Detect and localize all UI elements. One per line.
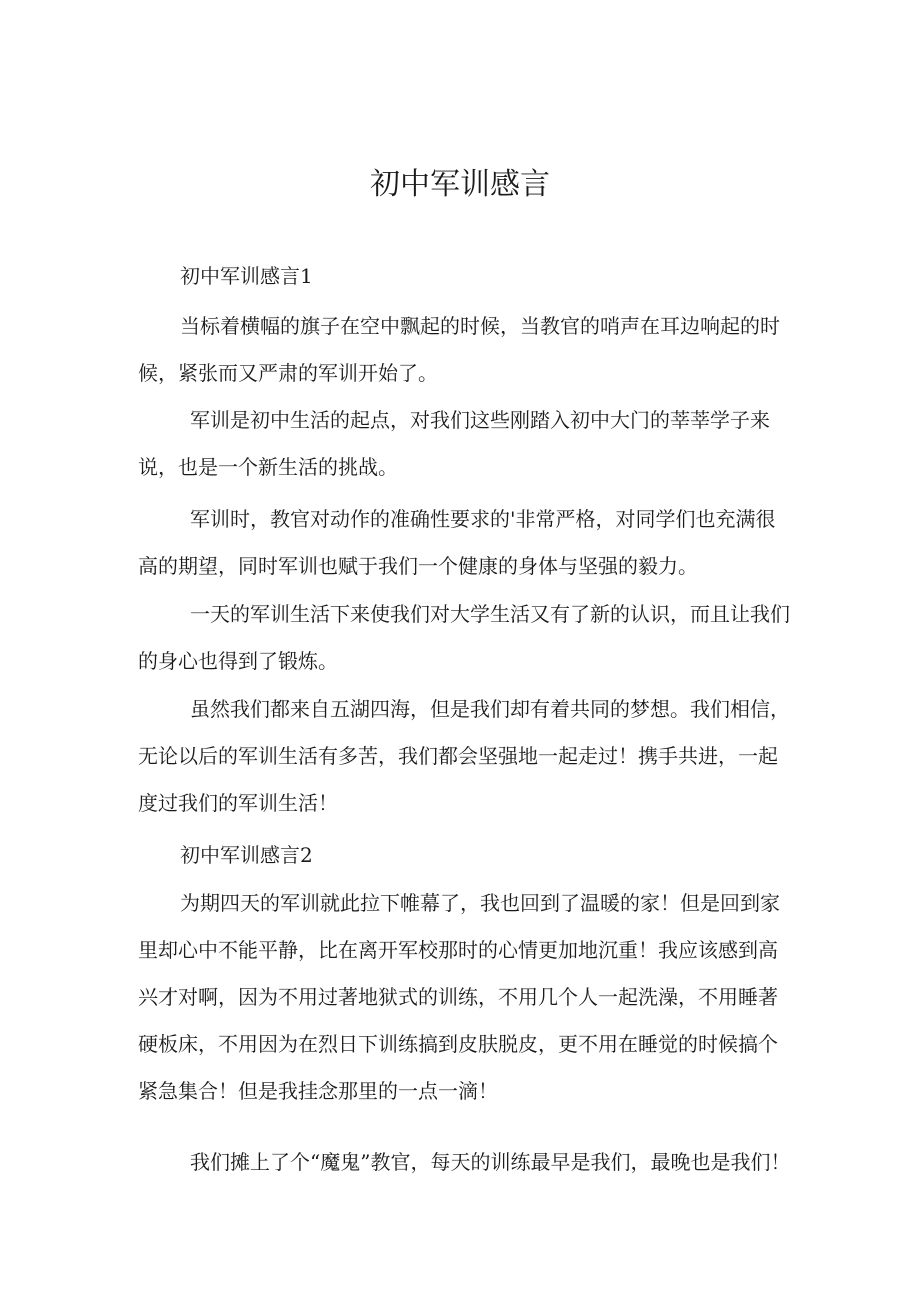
paragraph-1-2: 军训是初中生活的起点，对我们这些刚踏入初中大门的莘莘学子来说，也是一个新生活的挑战。	[138, 408, 770, 479]
page-title: 初中军训感言	[370, 167, 550, 202]
paragraph-2-1: 为期四天的军训就此拉下帷幕了，我也回到了温暖的家！但是回到家里却心中不能平静，比在离开军校那时的心情更加地沉重！我应该感到高兴才对啊，因为不用过著地狱式的训练，不用几个人一起洗澡，不用睡著硬板床，不用因为在烈日下训练搞到皮肤脱皮，更不用在睡觉的时候搞个紧急集合！但是我挂念那里的一点一滴！	[138, 891, 780, 1103]
paragraph-1-3: 军训时，教官对动作的准确性要求的'非常严格，对同学们也充满很高的期望，同时军训也赋于我们一个健康的身体与坚强的毅力。	[138, 507, 776, 578]
section-heading-2: 初中军训感言2	[180, 843, 313, 867]
paragraph-1-5: 虽然我们都来自五湖四海，但是我们却有着共同的梦想。我们相信，无论以后的军训生活有多苦，我们都会坚强地一起走过！携手共进，一起度过我们的军训生活！	[138, 697, 790, 815]
paragraph-1-1: 当标着横幅的旗子在空中飘起的时候，当教官的哨声在耳边响起的时候，紧张而又严肃的军训开始了。	[138, 314, 780, 385]
paragraph-2-2: 我们摊上了个“魔鬼”教官，每天的训练最早是我们，最晚也是我们！	[190, 1150, 791, 1174]
paragraph-1-4: 一天的军训生活下来使我们对大学生活又有了新的认识，而且让我们的身心也得到了锻炼。	[138, 602, 790, 673]
section-heading-1: 初中军训感言1	[180, 264, 313, 288]
